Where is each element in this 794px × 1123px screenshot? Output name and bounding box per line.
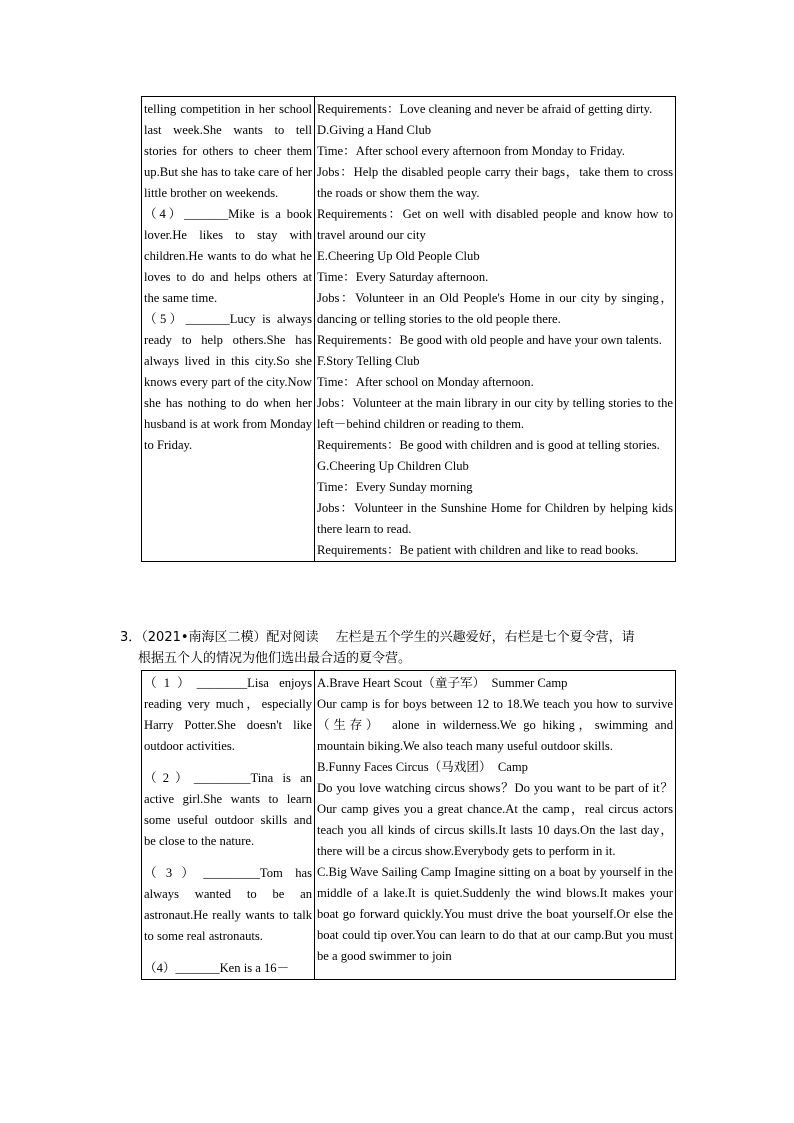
question-3-line: 3．（2021•南海区二模）配对阅读 左栏是五个学生的兴趣爱好，右栏是七个夏令营，请	[120, 630, 635, 645]
club-line: Requirements：Be good with children and is good at telling stories.	[317, 438, 660, 452]
club-line: F.Story Telling Club	[317, 354, 420, 368]
camp-line: Do you love watching circus shows？Do you want to be part of it？Our camp gives you a great chance.At the camp，real circus actors teach you all kinds of circus skills.It lasts 10 days.On the last day，there will be a circus show.Everybody gets to perform in it.	[317, 781, 673, 858]
camp-line: B.Funny Faces Circus（马戏团） Camp	[317, 760, 528, 774]
camp-line: Our camp is for boys between 12 to 18.We teach you how to survive（生存） alone in wilderness.We go hiking，swimming and mountain biking.We also teach many useful outdoor skills.	[317, 697, 673, 753]
question-3-prompt	[120, 627, 680, 669]
student-column	[142, 97, 315, 562]
camp-column	[315, 671, 676, 980]
club-line: G.Cheering Up Children Club	[317, 459, 469, 473]
student-entry: telling competition in her school last week.She wants to tell stories for others to cheer them up.But she has to take care of her little brother on weekends.	[144, 102, 312, 200]
club-line: D.Giving a Hand Club	[317, 123, 432, 137]
club-line: Time：Every Sunday morning	[317, 480, 473, 494]
club-line: Time：After school every afternoon from Monday to Friday.	[317, 144, 625, 158]
student-entry: （5）_______Lucy is always ready to help others.She has always lived in this city.So she knows every part of the city.Now she has nothing to do when her husband is at work from Monday to Friday.	[144, 312, 312, 452]
club-line: E.Cheering Up Old People Club	[317, 249, 480, 263]
club-line: Jobs：Volunteer in an Old People's Home in our city by singing，dancing or telling stories to the old people there.	[317, 291, 673, 326]
club-line: Jobs：Volunteer in the Sunshine Home for Children by helping kids there learn to read.	[317, 501, 673, 536]
club-column	[315, 97, 676, 562]
camp-line: C.Big Wave Sailing Camp Imagine sitting on a boat by yourself in the middle of a lake.It is quiet.Suddenly the wind blows.It makes your boat go forward quickly.You must drive the boat yourself.Or else the boat could tip over.You can learn to do that at our camp.But you must be a good swimmer to join	[317, 865, 673, 963]
student-entry: （3）_________Tom has always wanted to be an astronaut.He really wants to talk to some real astronauts.	[144, 866, 312, 943]
student-column	[142, 671, 315, 980]
club-line: Requirements：Love cleaning and never be afraid of getting dirty.	[317, 102, 653, 116]
question-3-line: 根据五个人的情况为他们选出最合适的夏令营。	[138, 651, 412, 666]
club-line: Time：Every Saturday afternoon.	[317, 270, 489, 284]
club-line: Requirements：Get on well with disabled people and know how to travel around our city	[317, 207, 673, 242]
club-line: Time：After school on Monday afternoon.	[317, 375, 534, 389]
club-line: Jobs：Volunteer at the main library in our city by telling stories to the left－behind children or reading to them.	[317, 396, 673, 431]
student-entry: （2）_________Tina is an active girl.She wants to learn some useful outdoor skills and be close to the nature.	[144, 771, 312, 848]
club-line: Requirements：Be patient with children and like to read books.	[317, 543, 639, 557]
matching-table-3	[141, 670, 676, 980]
club-line: Requirements：Be good with old people and have your own talents.	[317, 333, 662, 347]
camp-line: A.Brave Heart Scout（童子军） Summer Camp	[317, 676, 568, 690]
student-entry: （1）________Lisa enjoys reading very much，especially Harry Potter.She doesn't like outdoor activities.	[144, 676, 312, 753]
student-entry: （4）_______Mike is a book lover.He likes to stay with children.He wants to do what he loves to do and helps others at the same time.	[144, 207, 312, 305]
matching-table-continued	[141, 96, 676, 562]
club-line: Jobs：Help the disabled people carry their bags，take them to cross the roads or show them the way.	[317, 165, 673, 200]
student-entry: （4）_______Ken is a 16－	[144, 961, 290, 975]
